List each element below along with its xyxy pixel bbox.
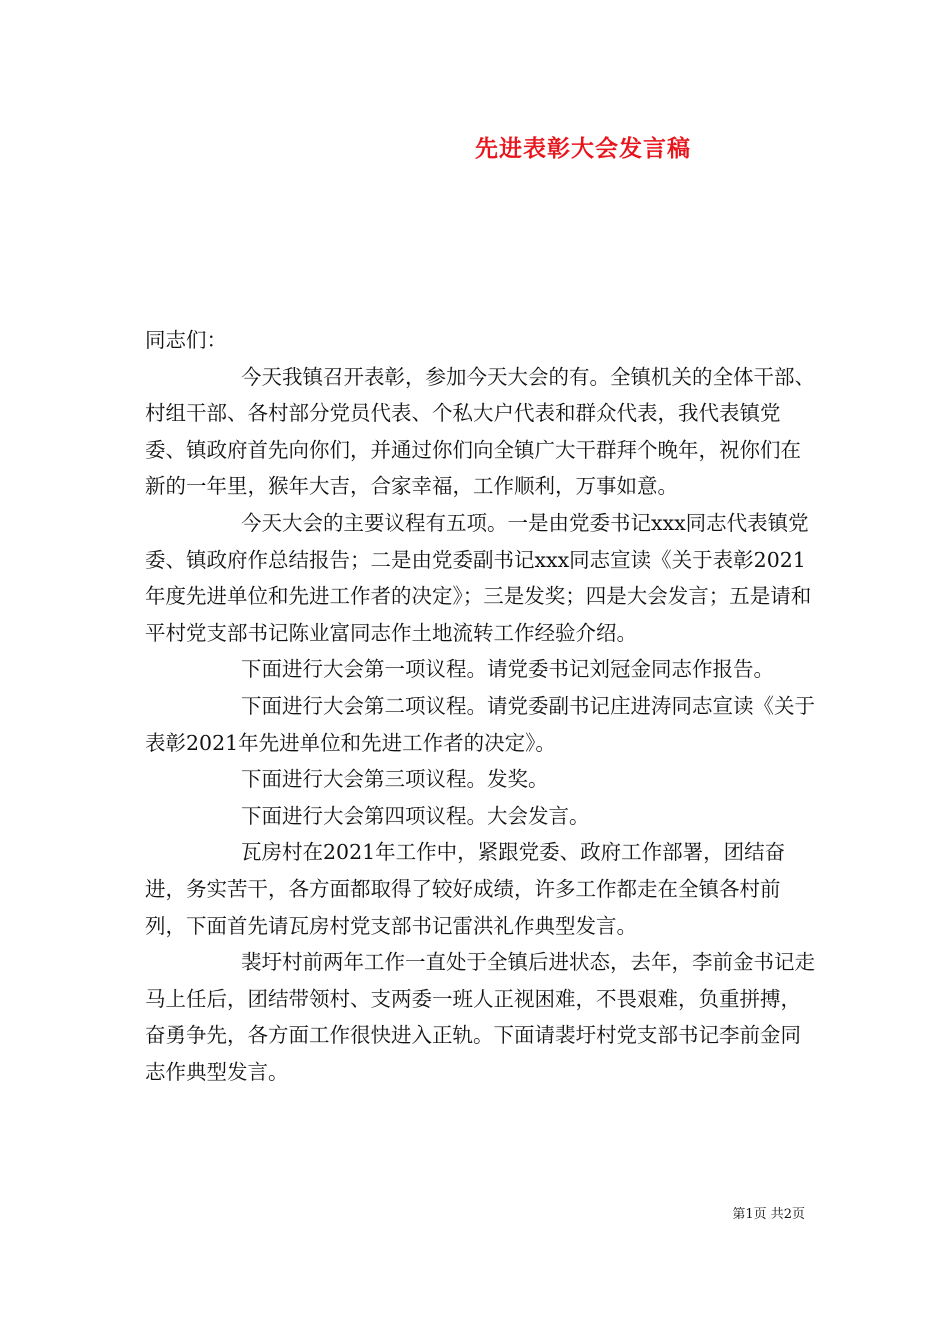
salutation: 同志们： [145, 328, 227, 352]
paragraph: 今天我镇召开表彰，参加今天大会的有。全镇机关的全体干部、村组干部、各村部分党员代表、个私大户代表和群众代表，我代表镇党委、镇政府首先向你们，并通过你们向全镇广大干群拜个晚年，祝你们在新的一年里，猴年大吉，合家幸福，工作顺利，万事如意。 [145, 364, 815, 499]
page-title: 先进表彰大会发言稿 [475, 135, 691, 162]
page-number: 第1页 共2页 [732, 1207, 805, 1222]
paragraph: 下面进行大会第二项议程。请党委副书记庄进涛同志宣读《关于表彰2021年先进单位和先进工作者的决定》。 [145, 693, 815, 755]
paragraph: 下面进行大会第四项议程。大会发言。 [241, 803, 590, 828]
paragraph: 下面进行大会第三项议程。发奖。 [241, 767, 549, 792]
document-body [145, 322, 815, 1090]
paragraph: 裴圩村前两年工作一直处于全镇后进状态，去年，李前金书记走马上任后，团结带领村、支两委一班人正视困难，不畏艰难，负重拼搏，奋勇争先，各方面工作很快进入正轨。下面请裴圩村党支部书记李前金同志作典型发言。 [145, 950, 815, 1084]
paragraph: 今天大会的主要议程有五项。一是由党委书记xxx同志代表镇党委、镇政府作总结报告；二是由党委副书记xxx同志宣读《关于表彰2021年度先进单位和先进工作者的决定》；三是发奖；四是大会发言；五是请和平村党支部书记陈业富同志作土地流转工作经验介绍。 [145, 510, 812, 645]
paragraph: 下面进行大会第一项议程。请党委书记刘冠金同志作报告。 [241, 657, 774, 682]
paragraph: 瓦房村在2021年工作中，紧跟党委、政府工作部署，团结奋进，务实苦干，各方面都取得了较好成绩，许多工作都走在全镇各村前列，下面首先请瓦房村党支部书记雷洪礼作典型发言。 [145, 840, 786, 938]
